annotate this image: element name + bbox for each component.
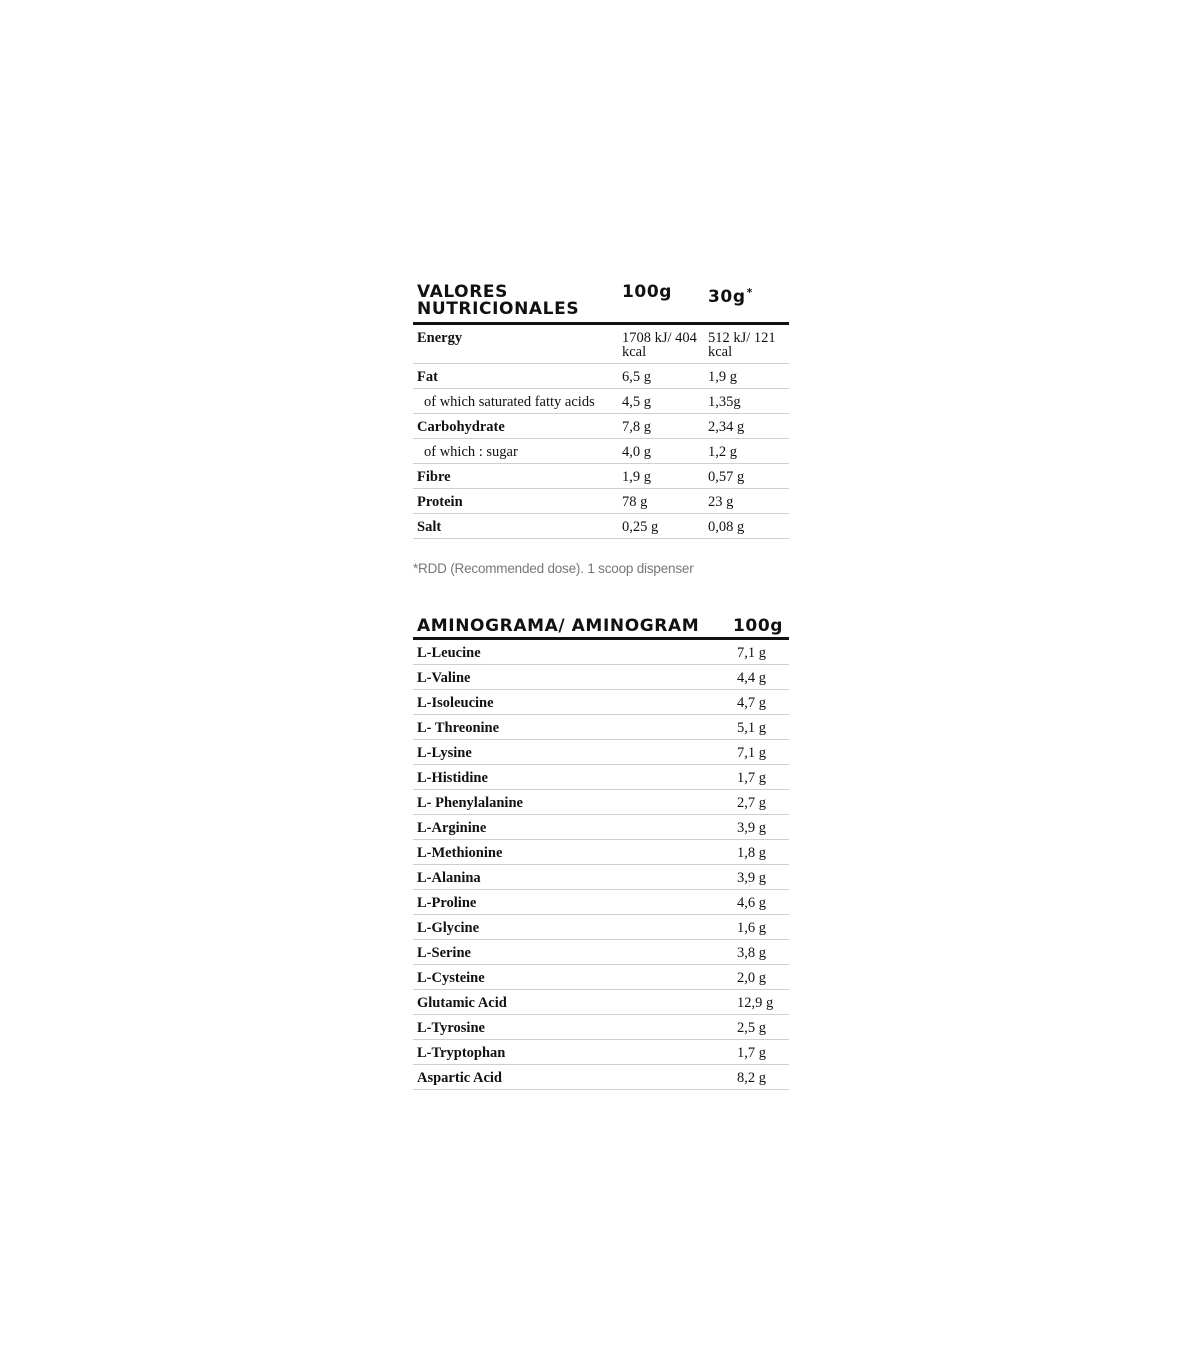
nutrient-per30: 1,2 g [708,439,789,464]
nutrient-per30: 23 g [708,489,789,514]
aminogram-row [413,715,789,740]
amino-acid-per100: 5,1 g [733,715,789,740]
footnote: *RDD (Recommended dose). 1 scoop dispenser [413,561,694,576]
aminogram-row [413,765,789,790]
nutrition-row [413,389,789,414]
nutrient-per100: 1,9 g [622,464,708,489]
amino-acid-name: Aspartic Acid [413,1065,733,1090]
nutrient-per30: 1,35g [708,389,789,414]
amino-acid-name: Glutamic Acid [413,990,733,1015]
aminogram-row [413,915,789,940]
nutrient-name: Salt [413,514,622,539]
aminogram-row [413,1040,789,1065]
amino-acid-per100: 1,7 g [733,765,789,790]
nutrition-header-row [413,283,789,324]
nutrition-header-asterisk: * [746,286,753,299]
aminogram-row [413,840,789,865]
nutrient-per30: 0,57 g [708,464,789,489]
amino-acid-per100: 1,8 g [733,840,789,865]
aminogram-row [413,1065,789,1090]
amino-acid-name: L- Threonine [413,715,733,740]
nutrient-name: Carbohydrate [413,414,622,439]
amino-acid-per100: 3,9 g [733,815,789,840]
aminogram-row [413,740,789,765]
amino-acid-name: L-Proline [413,890,733,915]
nutrition-facts-table [413,283,789,539]
aminogram-row [413,790,789,815]
nutrient-per100: 4,0 g [622,439,708,464]
amino-acid-per100: 7,1 g [733,740,789,765]
nutrition-row [413,364,789,389]
amino-acid-per100: 12,9 g [733,990,789,1015]
nutrition-row [413,464,789,489]
aminogram-table [413,617,789,1090]
nutrition-header-per30-text: 30g [708,287,746,307]
nutrient-per30: 2,34 g [708,414,789,439]
nutrition-header-per30 [708,283,789,324]
aminogram-row [413,965,789,990]
amino-acid-per100: 7,1 g [733,639,789,665]
amino-acid-per100: 3,8 g [733,940,789,965]
nutrient-per100: 6,5 g [622,364,708,389]
nutrition-rows [413,324,789,539]
nutrient-per100: 1708 kJ/ 404 kcal [622,324,708,364]
nutrient-per30: 512 kJ/ 121 kcal [708,324,789,364]
amino-acid-name: L- Phenylalanine [413,790,733,815]
nutrient-per30: 1,9 g [708,364,789,389]
aminogram-row [413,865,789,890]
amino-acid-name: L-Tyrosine [413,1015,733,1040]
nutrition-row [413,489,789,514]
nutrition-header-label: VALORES NUTRICIONALES [417,282,580,319]
aminogram-row [413,639,789,665]
nutrition-row [413,324,789,364]
amino-acid-name: L-Lysine [413,740,733,765]
nutrient-name: Fat [413,364,622,389]
aminogram-header-label: AMINOGRAMA/ AMINOGRAM [417,616,700,636]
nutrient-name: Fibre [413,464,622,489]
amino-acid-name: L-Methionine [413,840,733,865]
aminogram-row [413,890,789,915]
amino-acid-per100: 1,6 g [733,915,789,940]
nutrient-per30: 0,08 g [708,514,789,539]
amino-acid-name: L-Leucine [413,639,733,665]
nutrient-name: Energy [413,324,622,364]
nutrient-per100: 0,25 g [622,514,708,539]
amino-acid-per100: 8,2 g [733,1065,789,1090]
amino-acid-name: L-Tryptophan [413,1040,733,1065]
amino-acid-per100: 3,9 g [733,865,789,890]
nutrient-per100: 4,5 g [622,389,708,414]
amino-acid-per100: 4,7 g [733,690,789,715]
amino-acid-per100: 1,7 g [733,1040,789,1065]
nutrient-per100: 78 g [622,489,708,514]
amino-acid-name: L-Glycine [413,915,733,940]
amino-acid-per100: 2,5 g [733,1015,789,1040]
amino-acid-per100: 4,6 g [733,890,789,915]
aminogram-header-per100: 100g [733,616,784,636]
aminogram-row [413,940,789,965]
amino-acid-name: L-Cysteine [413,965,733,990]
aminogram-rows [413,639,789,1090]
amino-acid-name: L-Alanina [413,865,733,890]
nutrition-header-per100: 100g [622,282,673,302]
aminogram-row [413,990,789,1015]
aminogram-row [413,1015,789,1040]
nutrient-name: Protein [413,489,622,514]
nutrition-row [413,414,789,439]
amino-acid-name: L-Isoleucine [413,690,733,715]
amino-acid-per100: 4,4 g [733,665,789,690]
amino-acid-name: L-Histidine [413,765,733,790]
aminogram-row [413,665,789,690]
amino-acid-name: L-Valine [413,665,733,690]
nutrient-name: of which saturated fatty acids [413,389,622,414]
nutrition-row [413,439,789,464]
nutrient-per100: 7,8 g [622,414,708,439]
aminogram-row [413,690,789,715]
nutrition-row [413,514,789,539]
aminogram-row [413,815,789,840]
aminogram-header-row [413,617,789,639]
amino-acid-per100: 2,0 g [733,965,789,990]
nutrient-name: of which : sugar [413,439,622,464]
amino-acid-per100: 2,7 g [733,790,789,815]
amino-acid-name: L-Serine [413,940,733,965]
amino-acid-name: L-Arginine [413,815,733,840]
